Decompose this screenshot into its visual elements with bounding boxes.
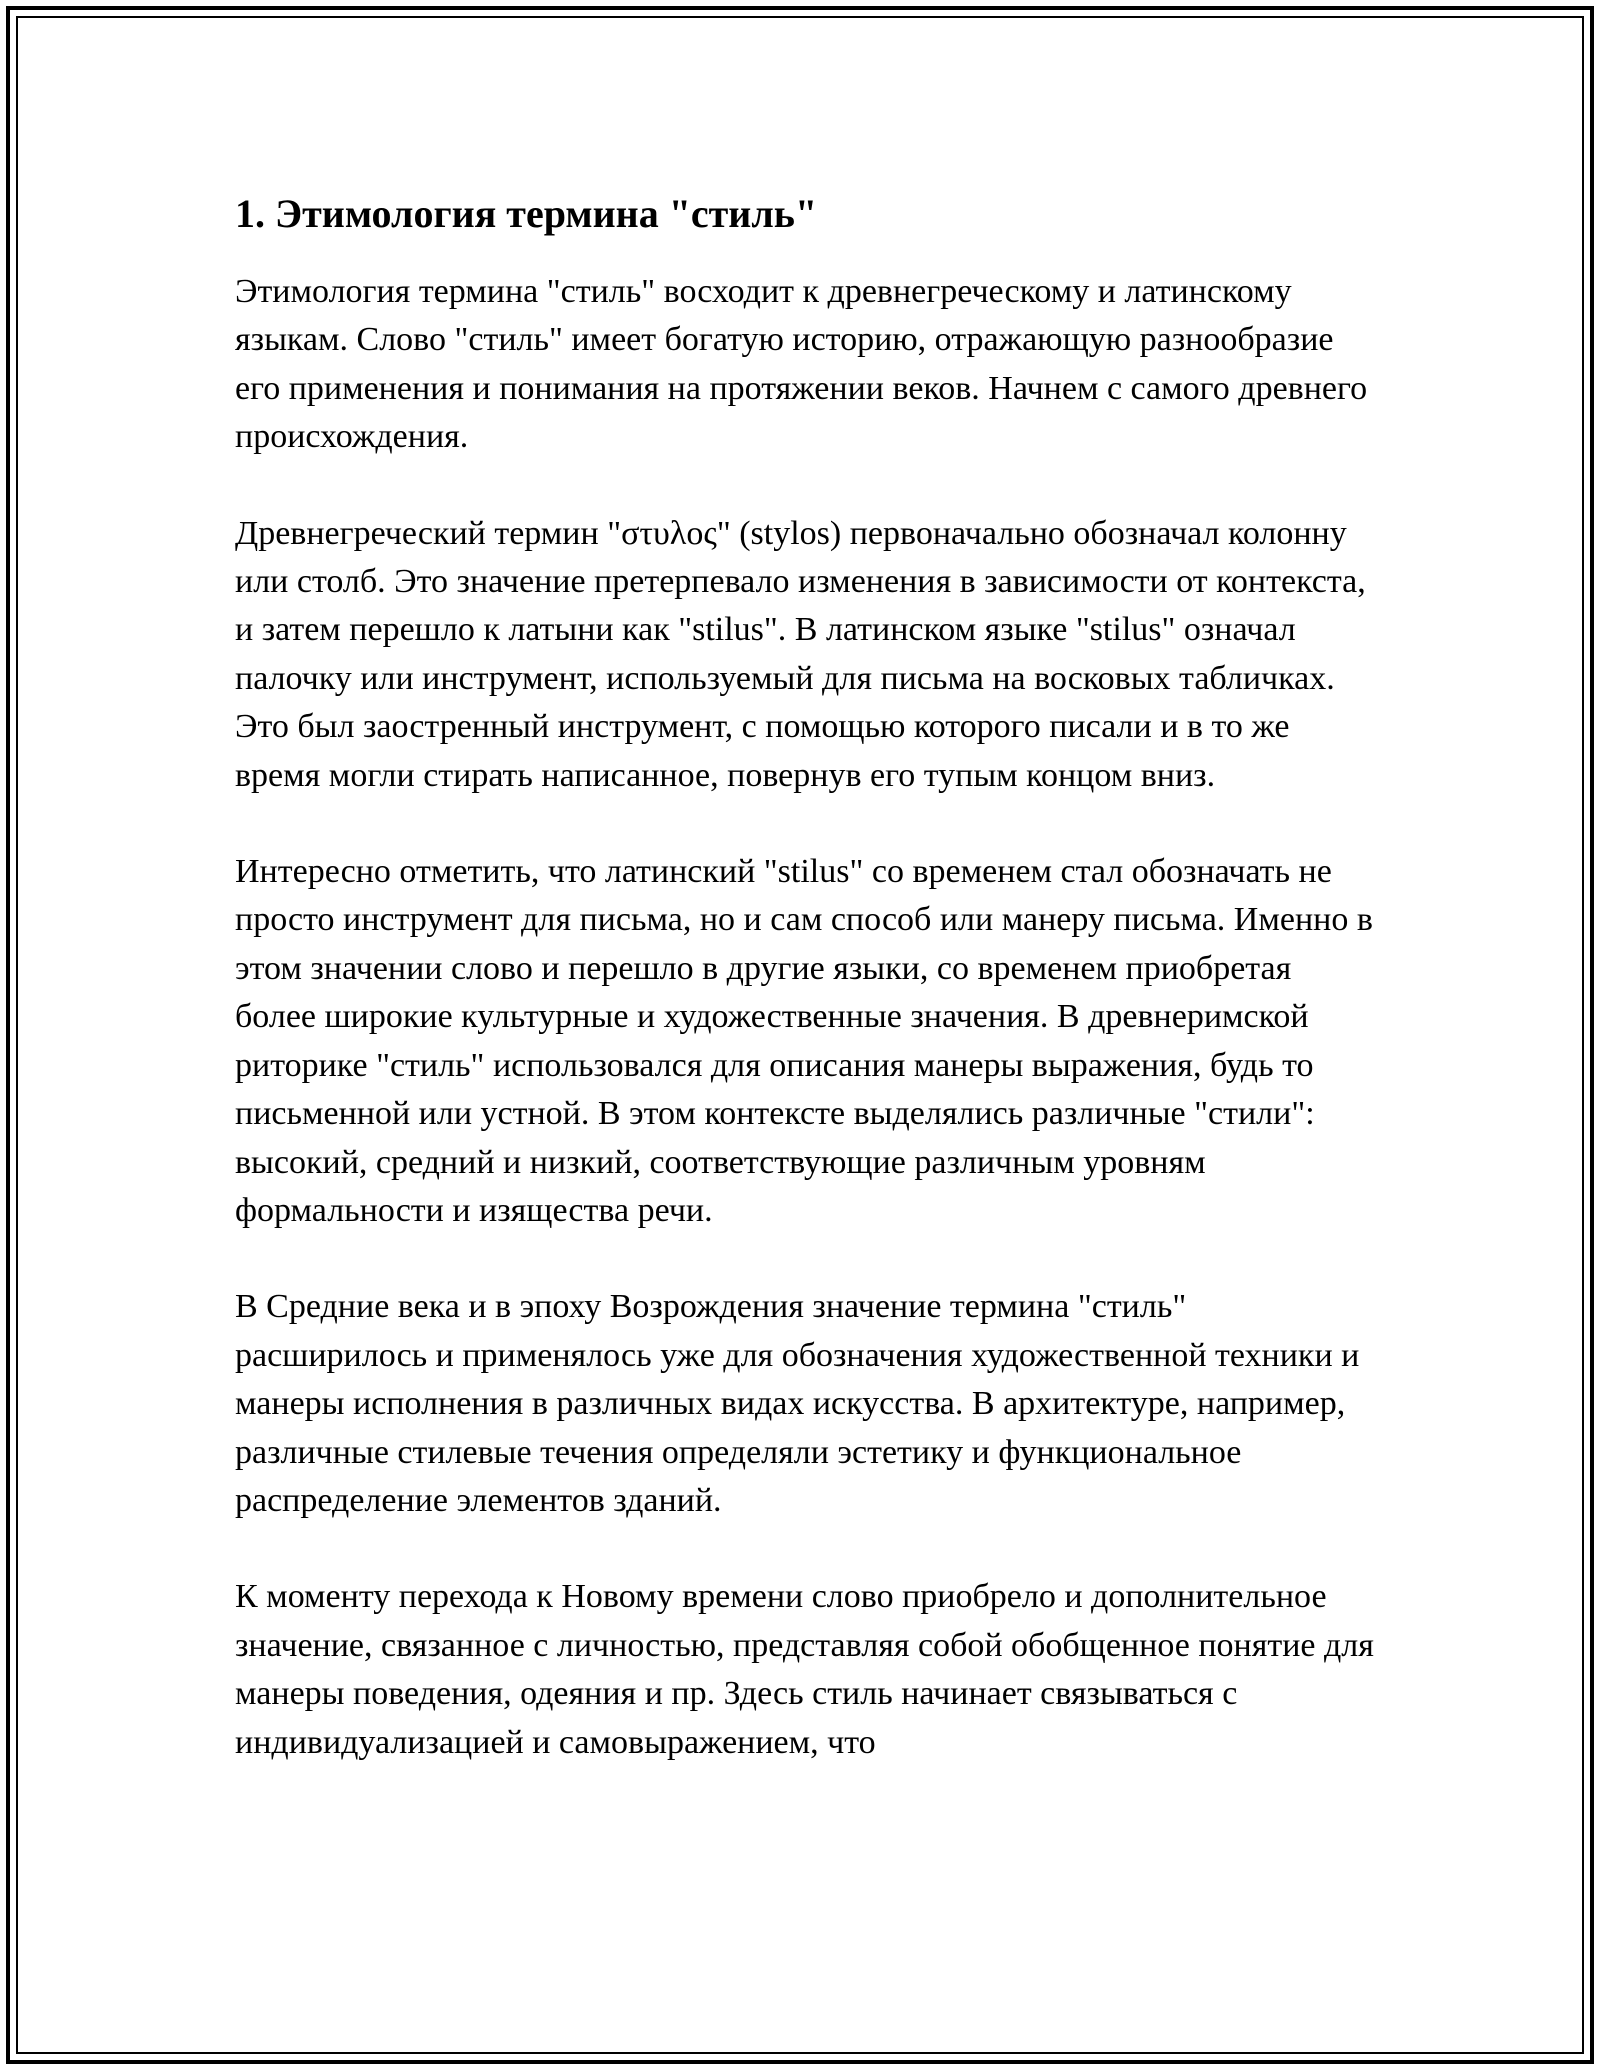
- document-body: [235, 188, 1375, 1815]
- paragraph-modern-era: К моменту перехода к Новому времени слово приобрело и дополнительное значение, связанное с личностью, представляя собой обобщенное понятие для манеры поведения, одеяния и пр. Здесь стиль начинает связываться с индивидуализацией и самовыражением, что: [235, 1578, 1374, 1761]
- paragraph-etymology-intro: Этимология термина "стиль" восходит к древнегреческому и латинскому языкам. Слово "стиль" имеет богатую историю, отражающую разнообразие его применения и понимания на протяжении веков. Начнем с самого древнего происхождения.: [235, 273, 1368, 456]
- section-heading: 1. Этимология термина "стиль": [235, 191, 818, 236]
- paragraph-latin-meaning: Интересно отметить, что латинский "stilus" со временем стал обозначать не просто инструмент для письма, но и сам способ или манеру письма. Именно в этом значении слово и перешло в другие языки, со временем приобретая более широкие культурные и художественные значения. В древнеримской риторике "стиль" использовался для описания манеры выражения, будь то письменной или устной. В этом контексте выделялись различные "стили": высокий, средний и низкий, соответствующие различным уровням формальности и изящества речи.: [235, 853, 1373, 1229]
- paragraph-greek-origin: Древнегреческий термин "στυλος" (stylos) первоначально обозначал колонну или столб. Это значение претерпевало изменения в зависимости от контекста, и затем перешло к латыни как "stilus". В латинском языке "stilus" означал палочку или инструмент, используемый для письма на восковых табличках. Это был заостренный инструмент, с помощью которого писали и в то же время могли стирать написанное, повернув его тупым концом вниз.: [235, 514, 1366, 794]
- paragraph-middle-ages: В Средние века и в эпоху Возрождения значение термина "стиль" расширилось и применялось уже для обозначения художественной техники и манеры исполнения в различных видах искусства. В архитектуре, например, различные стилевые течения определяли эстетику и функциональное распределение элементов зданий.: [235, 1288, 1360, 1519]
